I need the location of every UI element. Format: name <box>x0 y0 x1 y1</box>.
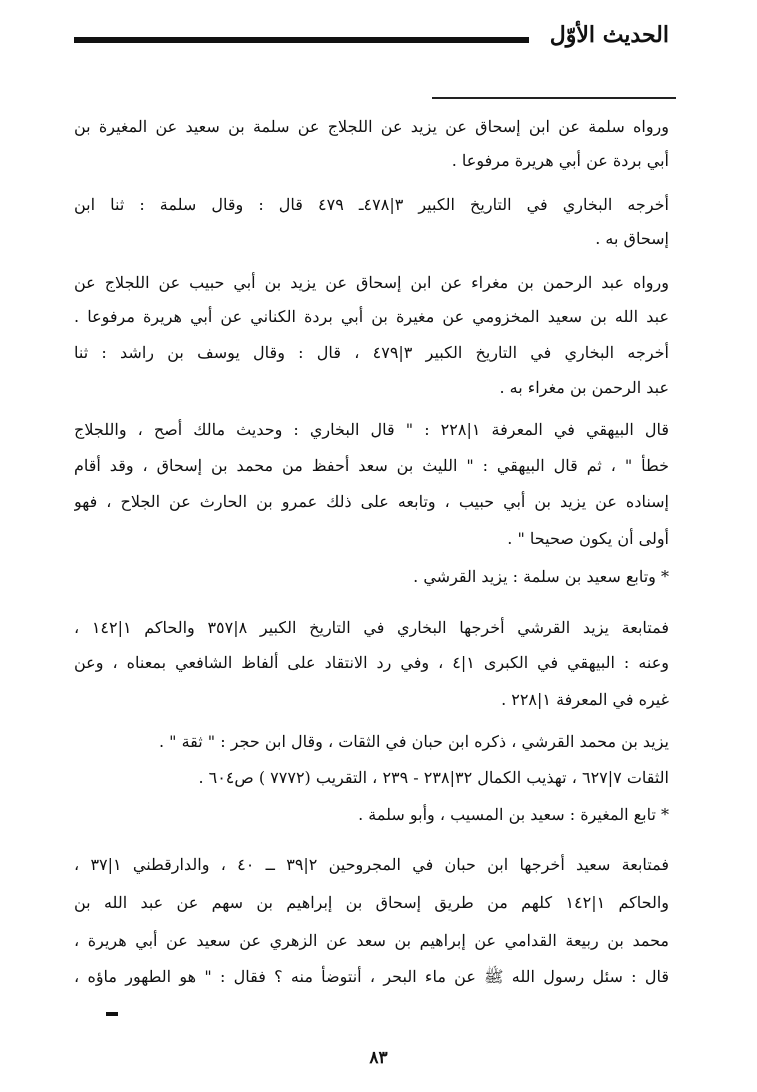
text-line: أبي بردة عن أبي هريرة مرفوعا . <box>451 151 669 170</box>
text-line: ورواه عبد الرحمن بن مغراء عن ابن إسحاق عن يزيد بن أبي حبيب عن اللجلاج عن <box>74 273 669 292</box>
footnote-dash <box>106 1012 118 1016</box>
text-line: ورواه سلمة عن ابن إسحاق عن يزيد عن اللجلاج عن سلمة بن سعيد عن المغيرة بن <box>74 117 669 136</box>
text-line: أخرجه البخاري في التاريخ الكبير ٣|٤٧٩ ، قال : وقال يوسف بن راشد : ثنا <box>74 343 669 362</box>
text-line: فمتابعة سعيد أخرجها ابن حبان في المجروحين ٢|٣٩ ــ ٤٠ ، والدارقطني ١|٣٧ ، <box>74 855 669 874</box>
text-line: * وتابع سعيد بن سلمة : يزيد القرشي . <box>413 567 669 586</box>
text-line: * تابع المغيرة : سعيد بن المسيب ، وأبو سلمة . <box>358 805 669 824</box>
text-line: قال البيهقي في المعرفة ١|٢٢٨ : " قال البخاري : وحديث مالك أصح ، واللجلاج <box>74 420 669 439</box>
text-line: إسحاق به . <box>595 229 669 248</box>
text-line: عبد الله بن سعيد المخزومي عن مغيرة بن أبي بردة الكناني عن أبي هريرة مرفوعا . <box>74 307 669 326</box>
text-line: الثقات ٧|٦٢٧ ، تهذيب الكمال ٣٢|٢٣٨ - ٢٣٩ ، التقريب (٧٧٧٢ ) ص٦٠٤ . <box>198 768 669 787</box>
header-rule <box>74 37 529 43</box>
text-line: يزيد بن محمد القرشي ، ذكره ابن حبان في الثقات ، وقال ابن حجر : " ثقة " . <box>158 732 669 751</box>
chapter-title: الحديث الأوّل <box>549 22 669 48</box>
separator-rule <box>432 97 676 99</box>
text-line: إسناده عن يزيد بن أبي حبيب ، وتابعه على ذلك عمرو بن الحارث عن الجلاح ، فهو <box>74 492 669 511</box>
text-line: محمد بن ربيعة القدامي عن إبراهيم بن سعد عن الزهري عن سعيد عن أبي هريرة ، <box>74 931 669 950</box>
text-line: والحاكم ١|١٤٢ كلهم من طريق إسحاق بن إبراهيم بن سهم عن عبد الله بن <box>74 893 669 912</box>
text-line: وعنه : البيهقي في الكبرى ١|٤ ، وفي رد الانتقاد على ألفاظ الشافعي بمعناه ، وعن <box>74 653 669 672</box>
text-line: أولى أن يكون صحيحا " . <box>507 529 669 548</box>
text-line: فمتابعة يزيد القرشي أخرجها البخاري في التاريخ الكبير ٨|٣٥٧ والحاكم ١|١٤٢ ، <box>74 618 669 637</box>
text-line: قال : سئل رسول الله ﷺ عن ماء البحر ، أنتوضأ منه ؟ فقال : " هو الطهور ماؤه ، <box>74 967 669 986</box>
text-line: خطأ " ، ثم قال البيهقي : " الليث بن سعد أحفظ من محمد بن إسحاق ، وقد أقام <box>74 456 669 475</box>
page-number: ٨٣ <box>369 1048 388 1068</box>
text-line: أخرجه البخاري في التاريخ الكبير ٣|٤٧٨ـ ٤٧٩ قال : وقال سلمة : ثنا ابن <box>74 195 669 214</box>
text-line: غيره في المعرفة ١|٢٢٨ . <box>501 690 669 709</box>
chapter-header <box>74 22 669 62</box>
text-line: عبد الرحمن بن مغراء به . <box>499 378 669 397</box>
